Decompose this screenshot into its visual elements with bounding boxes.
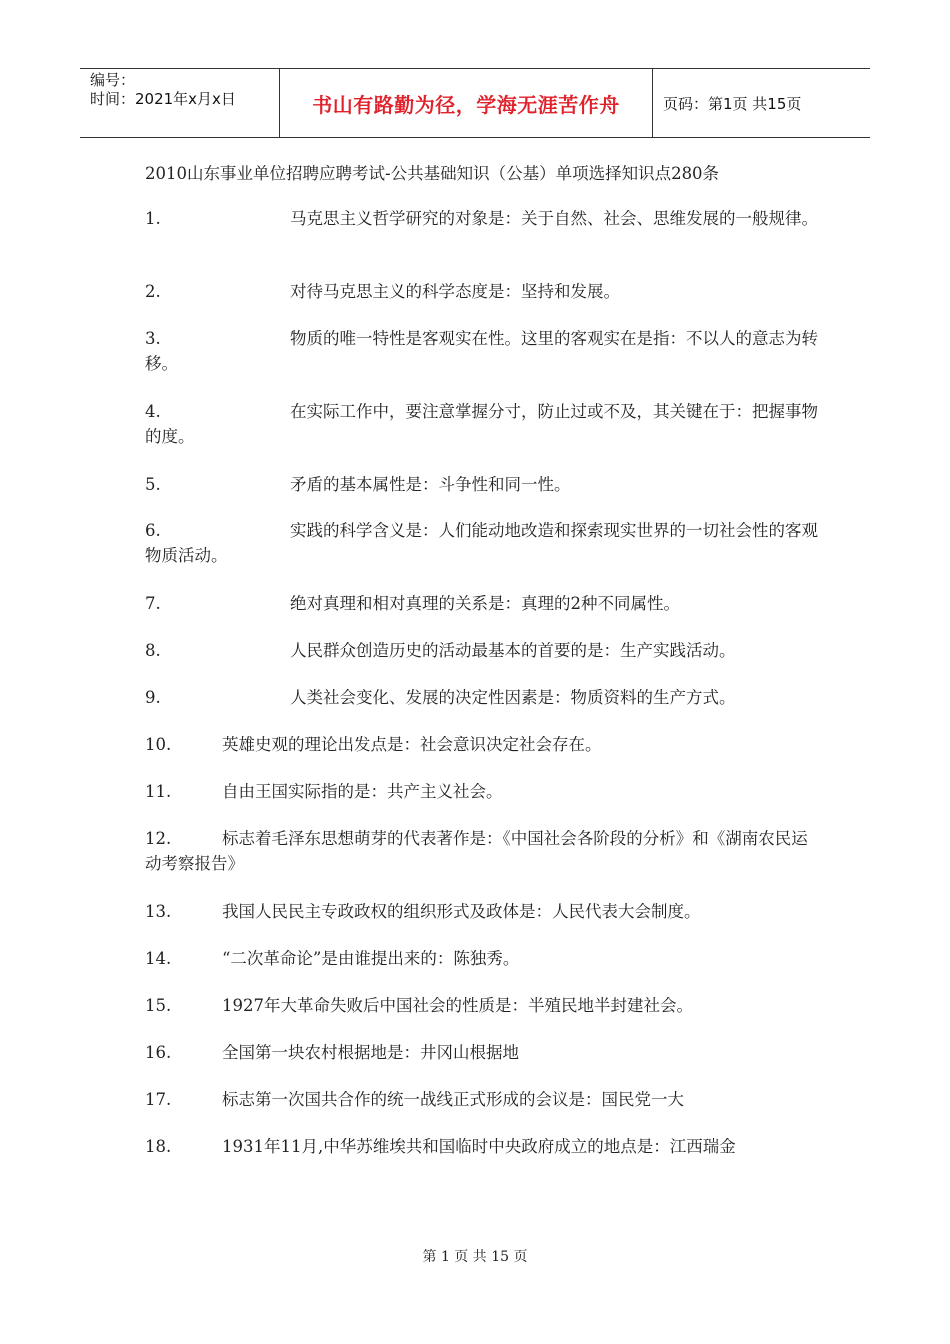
- item-number: 2.: [145, 282, 161, 301]
- item-text: 1927年大革命失败后中国社会的性质是：半殖民地半封建社会。: [222, 996, 693, 1015]
- item-text: 自由王国实际指的是：共产主义社会。: [222, 782, 503, 801]
- item-number: 3.: [145, 329, 161, 348]
- list-item: [145, 1040, 820, 1065]
- item-number: 1.: [145, 209, 161, 228]
- item-text: 马克思主义哲学研究的对象是：关于自然、社会、思维发展的一般规律。: [290, 209, 818, 228]
- item-text: 全国第一块农村根据地是：井冈山根据地: [222, 1043, 519, 1062]
- doc-number-label: 编号：: [90, 71, 136, 89]
- document-title: 2010山东事业单位招聘应聘考试-公共基础知识（公基）单项选择知识点280条: [145, 164, 720, 183]
- item-number: 9.: [145, 688, 161, 707]
- item-number: 4.: [145, 402, 161, 421]
- item-text: 在实际工作中，要注意掌握分寸，防止过或不及，其关键在于：把握事物的度。: [145, 402, 818, 446]
- item-text: 绝对真理和相对真理的关系是：真理的2种不同属性。: [290, 594, 680, 613]
- item-number: 10.: [145, 735, 172, 754]
- list-item: [145, 591, 820, 616]
- item-number: 16.: [145, 1043, 172, 1062]
- item-number: 8.: [145, 641, 161, 660]
- list-item: [145, 326, 820, 376]
- item-number: 7.: [145, 594, 161, 613]
- item-text: 标志第一次国共合作的统一战线正式形成的会议是：国民党一大: [222, 1090, 684, 1109]
- item-number: 15.: [145, 996, 172, 1015]
- item-text: 物质的唯一特性是客观实在性。这里的客观实在是指：不以人的意志为转移。: [145, 329, 818, 373]
- list-item: [145, 946, 820, 971]
- item-number: 14.: [145, 949, 172, 968]
- item-text: 英雄史观的理论出发点是：社会意识决定社会存在。: [222, 735, 602, 754]
- list-item: [145, 732, 820, 757]
- list-item: [145, 279, 820, 304]
- list-item: [145, 638, 820, 663]
- list-item: [145, 472, 820, 497]
- item-text: 人民群众创造历史的活动最基本的首要的是：生产实践活动。: [290, 641, 736, 660]
- item-number: 6.: [145, 521, 161, 540]
- list-item: [145, 779, 820, 804]
- item-text: 我国人民民主专政政权的组织形式及政体是：人民代表大会制度。: [222, 902, 701, 921]
- header-page-cell: [653, 69, 870, 137]
- page-info: 页码：第1页 共15页: [663, 94, 802, 113]
- list-item: [145, 206, 820, 231]
- list-item: [145, 518, 820, 568]
- item-number: 17.: [145, 1090, 172, 1109]
- item-number: 18.: [145, 1137, 172, 1156]
- list-item: [145, 993, 820, 1018]
- item-number: 5.: [145, 475, 161, 494]
- item-number: 12.: [145, 829, 172, 848]
- page-header: [80, 68, 870, 138]
- item-text: 人类社会变化、发展的决定性因素是：物质资料的生产方式。: [290, 688, 736, 707]
- item-text: 矛盾的基本属性是：斗争性和同一性。: [290, 475, 571, 494]
- header-motto-cell: [280, 69, 653, 137]
- item-number: 13.: [145, 902, 172, 921]
- list-item: [145, 1134, 820, 1159]
- motto-text: 书山有路勤为径，学海无涯苦作舟: [312, 92, 620, 117]
- list-item: [145, 1087, 820, 1112]
- item-text: 实践的科学含义是：人们能动地改造和探索现实世界的一切社会性的客观物质活动。: [145, 521, 818, 565]
- header-left-cell: [80, 69, 280, 137]
- list-item: [145, 399, 820, 449]
- page-footer: 第 1 页 共 15 页: [422, 1249, 528, 1265]
- date-label: 时间：2021年x月x日: [90, 90, 236, 108]
- list-item: [145, 826, 820, 876]
- item-number: 11.: [145, 782, 172, 801]
- list-item: [145, 685, 820, 710]
- list-item: [145, 899, 820, 924]
- item-text: 标志着毛泽东思想萌芽的代表著作是：《中国社会各阶段的分析》和《湖南农民运动考察报告》: [145, 829, 808, 873]
- item-text: “二次革命论”是由谁提出来的：陈独秀。: [222, 949, 520, 968]
- item-text: 1931年11月,中华苏维埃共和国临时中央政府成立的地点是：江西瑞金: [222, 1137, 736, 1156]
- item-text: 对待马克思主义的科学态度是：坚持和发展。: [290, 282, 620, 301]
